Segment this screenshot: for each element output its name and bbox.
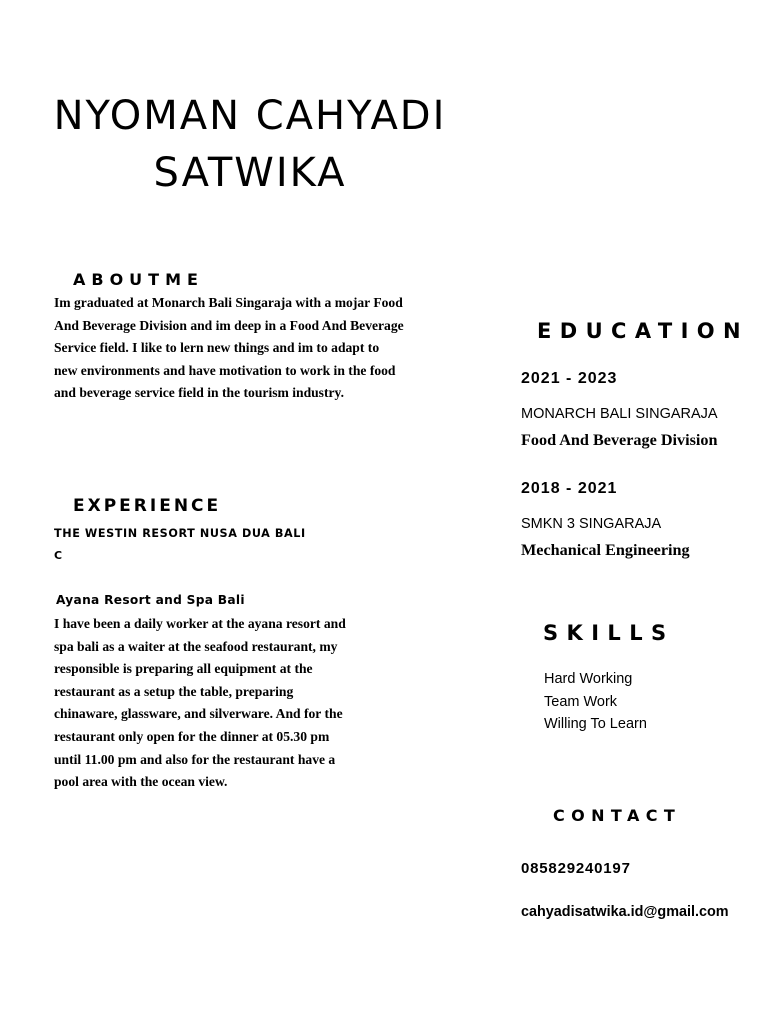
about-paragraph [54, 292, 444, 405]
experience-line: responsible is preparing all equipment at the [54, 661, 313, 677]
education-school: SMKN 3 SINGARAJA [521, 516, 662, 532]
about-line: And Beverage Division and im deep in a Food And Beverage [54, 317, 404, 333]
experience-line: spa bali as a waiter at the seafood restaurant, my [54, 638, 338, 654]
about-line: Service field. I like to lern new things and im to adapt to [54, 340, 380, 356]
experience-org-westin-note: C [54, 549, 63, 562]
skill-item: Hard Working [544, 671, 633, 687]
education-heading: EDUCATION [537, 319, 750, 343]
experience-line: restaurant only open for the dinner at 05.30 pm [54, 728, 330, 744]
experience-description [54, 613, 414, 794]
skills-heading: SKILLS [543, 621, 675, 645]
contact-email: cahyadisatwika.id@gmail.com [521, 904, 729, 920]
experience-line: restaurant as a setup the table, preparing [54, 683, 294, 699]
about-line: Im graduated at Monarch Bali Singaraja with a mojar Food [54, 295, 403, 310]
experience-line: chinaware, glassware, and silverware. And for the [54, 706, 343, 722]
contact-heading: CONTACT [553, 806, 682, 825]
contact-phone: 085829240197 [521, 860, 631, 877]
about-line: new environments and have motivation to work in the food [54, 362, 396, 378]
skills-list [544, 668, 647, 736]
name-line-1: NYOMAN CAHYADI [53, 93, 447, 139]
name-line-2: SATWIKA [153, 150, 347, 196]
education-division: Mechanical Engineering [521, 541, 690, 559]
about-line: and beverage service field in the tourism industry. [54, 385, 344, 401]
experience-org-ayana: Ayana Resort and Spa Bali [56, 593, 245, 607]
about-heading: ABOUTME [73, 270, 204, 289]
education-school: MONARCH BALI SINGARAJA [521, 406, 718, 422]
full-name [20, 88, 480, 202]
experience-line: pool area with the ocean view. [54, 774, 228, 790]
skill-item: Willing To Learn [544, 716, 647, 732]
education-years: 2018 - 2021 [521, 480, 618, 497]
experience-heading: EXPERIENCE [73, 496, 222, 516]
education-years: 2021 - 2023 [521, 370, 618, 387]
education-division: Food And Beverage Division [521, 431, 718, 449]
experience-line: until 11.00 pm and also for the restaurant have a [54, 751, 336, 767]
experience-line: I have been a daily worker at the ayana resort and [54, 616, 346, 631]
experience-org-westin: THE WESTIN RESORT NUSA DUA BALI [54, 527, 306, 540]
skill-item: Team Work [544, 693, 618, 710]
